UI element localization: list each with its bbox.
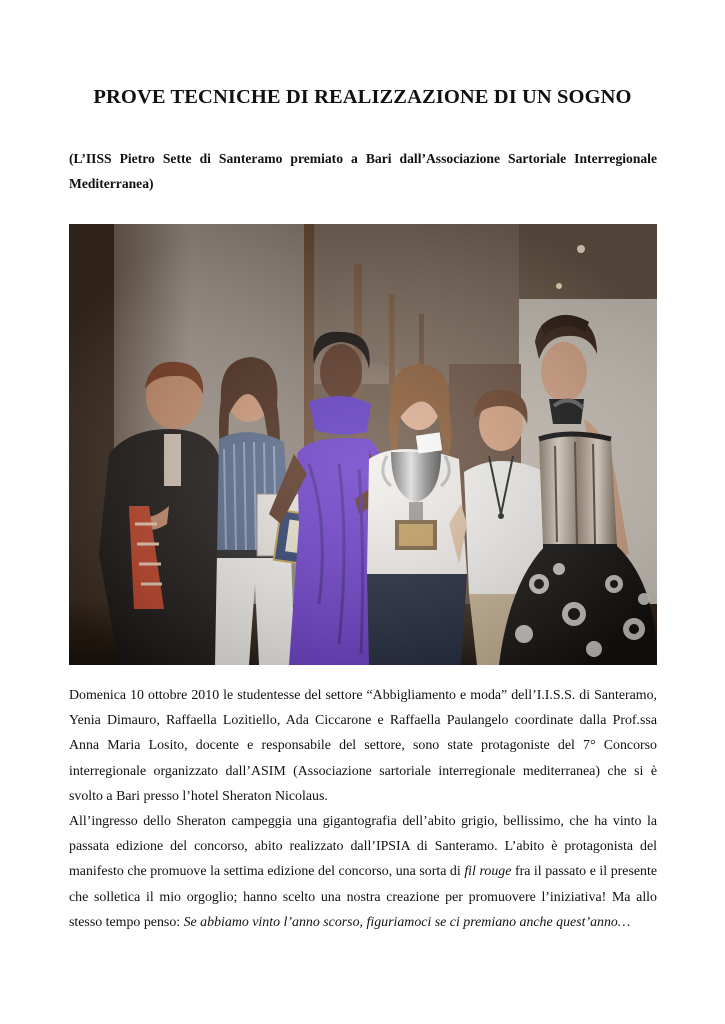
paragraph-2	[69, 809, 657, 935]
paragraph-2-text-1: All’ingresso dello Sheraton campeggia una gigantografia dell’abito grigio, bellissimo, che ha vinto la passata edizione del concorso, abito realizzato dall’IPSIA di Santeramo. L’abito è protagonista del manifesto che promuove la settima edizione del concorso, una sorta di	[69, 814, 657, 880]
page-subtitle: (L’IISS Pietro Sette di Santeramo premiato a Bari dall’Associazione Sartoriale Interregionale Mediterranea)	[69, 151, 657, 191]
paragraph-2-text-2: fra il passato e il presente che solletica il mio orgoglio; hanno scelto una nostra creazione per promuovere l’iniziativa! Ma allo stesso tempo penso:	[69, 864, 657, 930]
italic-quote: Se abbiamo vinto l’anno scorso, figuriamoci se ci premiano anche quest’anno	[183, 914, 618, 930]
italic-fil-rouge: fil rouge	[464, 864, 512, 880]
group-photo	[69, 224, 657, 665]
page-title: PROVE TECNICHE DI REALIZZAZIONE DI UN SOGNO	[93, 86, 632, 108]
italic-ellipsis: …	[617, 914, 631, 930]
article-body	[69, 683, 657, 935]
paragraph-1: Domenica 10 ottobre 2010 le studentesse del settore “Abbigliamento e moda” dell’I.I.S.S. di Santeramo, Yenia Dimauro, Raffaella Lozitiello, Ada Ciccarone e Raffaella Paulangelo coordinate dalla Prof.ssa Anna Maria Losito, docente e responsabile del settore, sono state protagoniste del 7° Concorso interregionale organizzato dall’ASIM (Associazione sartoriale interregionale mediterranea) che si è svolto a Bari presso l’hotel Sheraton Nicolaus.	[69, 688, 657, 804]
